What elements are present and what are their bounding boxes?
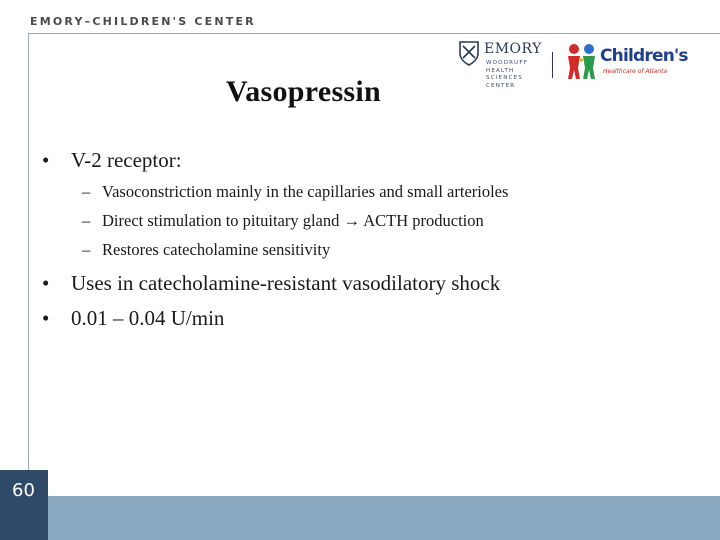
- bullet-text: 0.01 – 0.04 U/min: [71, 306, 225, 330]
- sub-bullet-marker: –: [82, 211, 91, 230]
- emory-shield-icon: [458, 40, 480, 66]
- organization-header: EMORY–CHILDREN'S CENTER: [30, 15, 256, 28]
- logo-group: [458, 40, 698, 96]
- sub-bullet-item: [82, 182, 508, 202]
- emory-logo-text: EMORY: [484, 41, 542, 57]
- sub-bullet-text: Direct stimulation to pituitary gland → ACTH production: [102, 211, 484, 230]
- bullet-item: [42, 306, 224, 331]
- footer-bar: [0, 496, 720, 540]
- bullet-text: V-2 receptor:: [71, 148, 182, 172]
- page-number: 60: [12, 480, 35, 501]
- bullet-marker: •: [42, 148, 50, 172]
- emory-logo-subtext: WOODRUFF HEALTH SCIENCES CENTER: [486, 60, 529, 89]
- bullet-item: [42, 271, 500, 296]
- header-divider: [28, 33, 720, 34]
- sub-bullet-item: [82, 240, 330, 260]
- sub-bullet-item: [82, 211, 484, 231]
- sub-bullet-marker: –: [82, 240, 91, 259]
- childrens-logo-subtext: Healthcare of Atlanta: [603, 68, 668, 75]
- sub-bullet-text: Restores catecholamine sensitivity: [102, 240, 331, 259]
- sub-bullet-text: Vasoconstriction mainly in the capillaries and small arterioles: [102, 182, 509, 201]
- bullet-marker: •: [42, 306, 50, 330]
- bullet-marker: •: [42, 271, 50, 295]
- left-margin-rule: [28, 33, 29, 505]
- logo-divider: [552, 52, 553, 78]
- childrens-logo-text: Children's: [600, 46, 688, 66]
- sub-bullet-marker: –: [82, 182, 91, 201]
- childrens-kids-icon: [564, 42, 600, 80]
- slide-title: Vasopressin: [226, 75, 382, 108]
- bullet-text: Uses in catecholamine-resistant vasodilatory shock: [71, 271, 501, 295]
- bullet-item: [42, 148, 182, 173]
